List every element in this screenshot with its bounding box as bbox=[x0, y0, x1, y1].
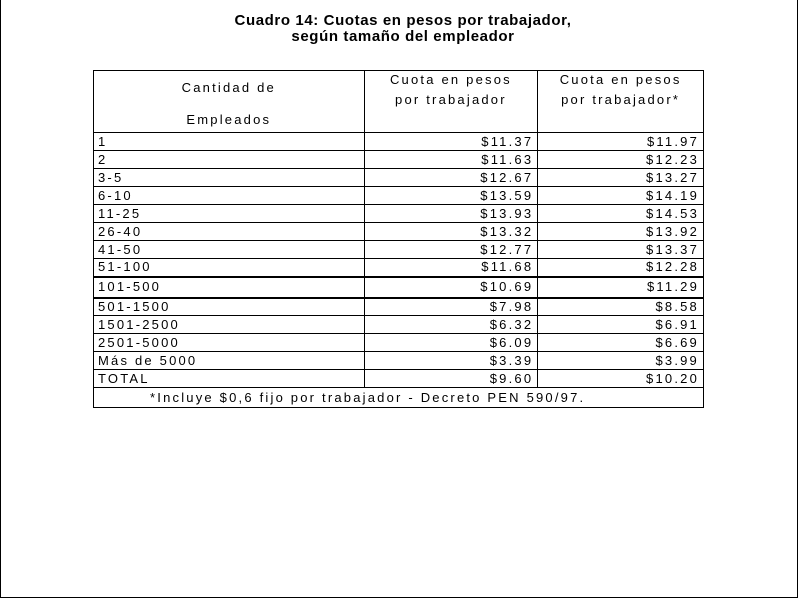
cell-range: 41-50 bbox=[94, 241, 365, 259]
header-cuota-fijo-line-2: por trabajador* bbox=[561, 92, 681, 107]
cell-cuota: $3.39 bbox=[364, 352, 538, 370]
cell-range: 501-1500 bbox=[94, 298, 365, 316]
cell-cuota: $6.32 bbox=[364, 316, 538, 334]
header-cuota-fijo-line-1: Cuota en pesos bbox=[559, 72, 682, 87]
cell-cuota-fijo: $6.91 bbox=[538, 316, 704, 334]
cell-cuota: $11.63 bbox=[364, 151, 538, 169]
table-row bbox=[94, 205, 704, 223]
cell-range: TOTAL bbox=[94, 370, 365, 388]
table-row bbox=[94, 187, 704, 205]
table-row bbox=[94, 334, 704, 352]
cell-range: 26-40 bbox=[94, 223, 365, 241]
page-title bbox=[0, 13, 800, 45]
header-cuota-fijo bbox=[538, 71, 704, 133]
cell-cuota-fijo: $13.37 bbox=[538, 241, 704, 259]
header-cuota bbox=[364, 71, 538, 133]
cell-cuota: $10.69 bbox=[364, 277, 538, 298]
cell-cuota: $7.98 bbox=[364, 298, 538, 316]
cell-range: 6-10 bbox=[94, 187, 365, 205]
cell-cuota: $6.09 bbox=[364, 334, 538, 352]
header-cantidad-line-2: Empleados bbox=[186, 112, 272, 127]
cell-cuota: $13.93 bbox=[364, 205, 538, 223]
footnote: *Incluye $0,6 fijo por trabajador - Decreto PEN 590/97. bbox=[94, 388, 704, 408]
cell-range: 3-5 bbox=[94, 169, 365, 187]
cell-cuota: $12.77 bbox=[364, 241, 538, 259]
title-line-1: Cuadro 14: Cuotas en pesos por trabajador, bbox=[234, 12, 572, 29]
cell-cuota-fijo: $3.99 bbox=[538, 352, 704, 370]
table-row bbox=[94, 133, 704, 151]
table-row bbox=[94, 277, 704, 298]
cell-range: 101-500 bbox=[94, 277, 365, 298]
table-row bbox=[94, 151, 704, 169]
cell-range: Más de 5000 bbox=[94, 352, 365, 370]
cell-cuota: $9.60 bbox=[364, 370, 538, 388]
header-cuota-line-2: por trabajador bbox=[395, 92, 507, 107]
cell-cuota-fijo: $6.69 bbox=[538, 334, 704, 352]
table-row bbox=[94, 259, 704, 277]
header-cuota-line-1: Cuota en pesos bbox=[389, 72, 512, 87]
cell-range: 2501-5000 bbox=[94, 334, 365, 352]
table-row bbox=[94, 241, 704, 259]
table-row bbox=[94, 169, 704, 187]
cell-cuota-fijo: $14.19 bbox=[538, 187, 704, 205]
table-row bbox=[94, 298, 704, 316]
cell-cuota-fijo: $13.92 bbox=[538, 223, 704, 241]
cell-cuota-fijo: $11.97 bbox=[538, 133, 704, 151]
cell-cuota-fijo: $10.20 bbox=[538, 370, 704, 388]
table-row-total bbox=[94, 370, 704, 388]
table-row bbox=[94, 352, 704, 370]
cell-cuota-fijo: $11.29 bbox=[538, 277, 704, 298]
cell-cuota-fijo: $13.27 bbox=[538, 169, 704, 187]
header-cantidad-empleados bbox=[94, 71, 365, 133]
cell-cuota-fijo: $12.23 bbox=[538, 151, 704, 169]
cell-cuota: $11.68 bbox=[364, 259, 538, 277]
header-cantidad-line-1: Cantidad de bbox=[181, 80, 276, 95]
title-line-2: según tamaño del empleador bbox=[291, 28, 515, 45]
cell-cuota-fijo: $12.28 bbox=[538, 259, 704, 277]
footnote-row bbox=[94, 388, 704, 408]
cell-range: 1501-2500 bbox=[94, 316, 365, 334]
quota-table bbox=[93, 70, 704, 408]
cell-range: 2 bbox=[94, 151, 365, 169]
cell-cuota-fijo: $8.58 bbox=[538, 298, 704, 316]
table-row bbox=[94, 316, 704, 334]
cell-cuota: $12.67 bbox=[364, 169, 538, 187]
cell-cuota-fijo: $14.53 bbox=[538, 205, 704, 223]
cell-range: 1 bbox=[94, 133, 365, 151]
cell-cuota: $11.37 bbox=[364, 133, 538, 151]
cell-cuota: $13.59 bbox=[364, 187, 538, 205]
cell-range: 51-100 bbox=[94, 259, 365, 277]
table-header-row bbox=[94, 71, 704, 133]
cell-range: 11-25 bbox=[94, 205, 365, 223]
table-row bbox=[94, 223, 704, 241]
cell-cuota: $13.32 bbox=[364, 223, 538, 241]
